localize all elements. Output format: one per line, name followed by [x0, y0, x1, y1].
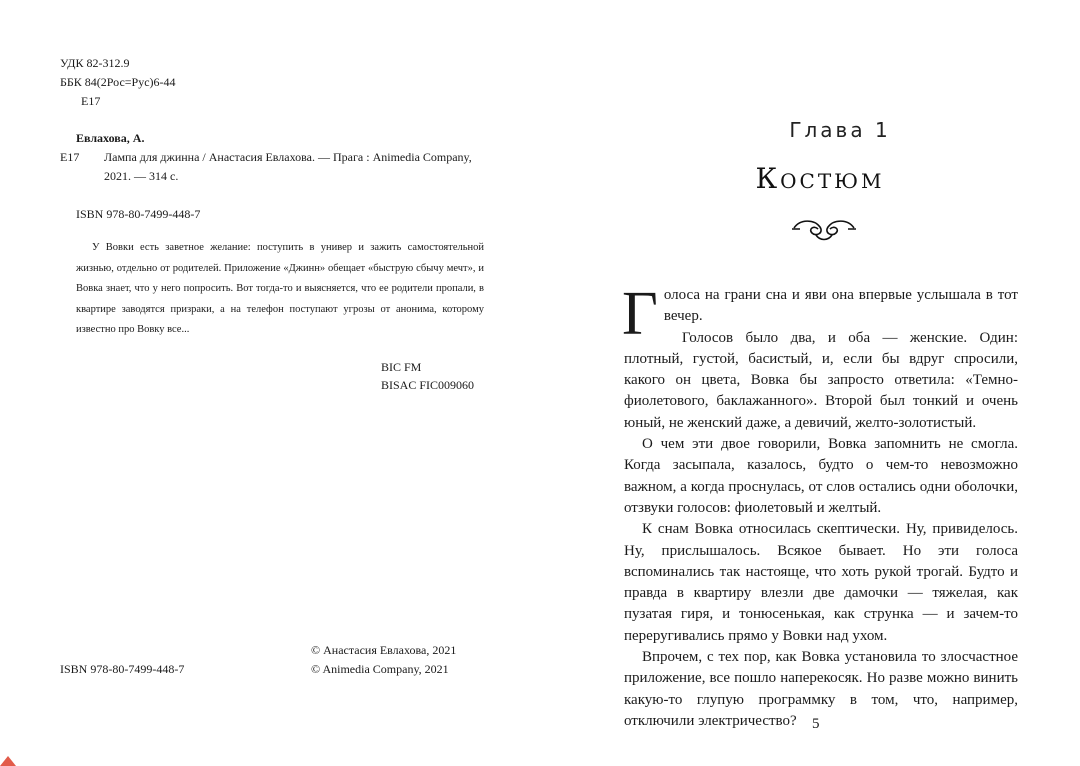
corner-marker-icon [0, 750, 16, 766]
chapter-label: Глава 1 [789, 118, 891, 142]
paragraph-1-text: олоса на грани сна и яви она впервые услышала в тот вечер. [663, 287, 1018, 325]
paragraph-1 [622, 280, 1018, 348]
bibliographic-entry-line1: Лампа для джинна / Анастасия Евлахова. — Прага : Animedia Company, [104, 150, 472, 164]
bisac-code: BISAC FIC009060 [381, 378, 475, 392]
bibliographic-entry-line2: 2021. — 314 с. [104, 169, 179, 183]
drop-cap: Г [622, 280, 658, 348]
chapter-body [622, 280, 1018, 732]
copyright-publisher: © Animedia Company, 2021 [311, 662, 449, 676]
paragraph-2: Голосов было два, и оба — женские. Один: плотный, густой, басистый, и, если бы вдруг спросили, какого он цвета, Вовка бы запросто ответила: «Темно-фиолетового, баклажанного». Второй был тонкий и очень юный, не женский даже, а девичий, желто-золотистый. [624, 329, 1018, 431]
author-name: Евлахова, А. [76, 131, 145, 145]
bbk-code: ББК 84(2Рос=Рус)6-44 [60, 75, 176, 89]
bic-code: BIC FM [381, 360, 422, 374]
entry-code: Е17 [60, 150, 80, 164]
flourish-ornament-icon [790, 213, 858, 243]
page-number: 5 [812, 716, 820, 732]
author-code: Е17 [81, 94, 101, 108]
paragraph-3: О чем эти двое говорили, Вовка запомнить не смогла. Когда засыпала, казалось, будто о чем-то невозможно важном, а когда проснулась, от слов остались одни оболочки, отзвуки голосов: фиолетовый и желтый. [624, 436, 1018, 516]
isbn-bottom: ISBN 978-80-7499-448-7 [60, 662, 185, 676]
copyright-author: © Анастасия Евлахова, 2021 [311, 643, 457, 657]
chapter-title: Костюм [755, 162, 885, 195]
isbn: ISBN 978-80-7499-448-7 [76, 207, 201, 221]
paragraph-4: К снам Вовка относилась скептически. Ну, привиделось. Ну, прислышалось. Всякое бывает. Но эти голоса вспоминались так настояще, что хоть рукой трогай. Будто и правда в квартиру влезли две дамочки — тяжелая, как пузатая гиря, и тонюсенькая, как струнка — и зачем-то переругивались прямо у Вовки над ухом. [624, 521, 1018, 644]
annotation: У Вовки есть заветное желание: поступить в универ и зажить самостоятельной жизнью, отдельно от родителей. Приложение «Джинн» обещает «быструю сбычу мечт», и Вовка знает, что у него попросить. Вот тогда-то и выясняется, что ее родители пропали, в квартире заводятся призраки, а на телефон поступают угрозы от анонима, которому известно про Вовку все... [76, 242, 484, 335]
paragraph-5: Впрочем, с тех пор, как Вовка установила то злосчастное приложение, все пошло наперекосяк. Но разве можно винить какую-то глупую программку в том, что, например, отключили электричество? [624, 649, 1018, 729]
udk-code: УДК 82-312.9 [60, 56, 130, 70]
